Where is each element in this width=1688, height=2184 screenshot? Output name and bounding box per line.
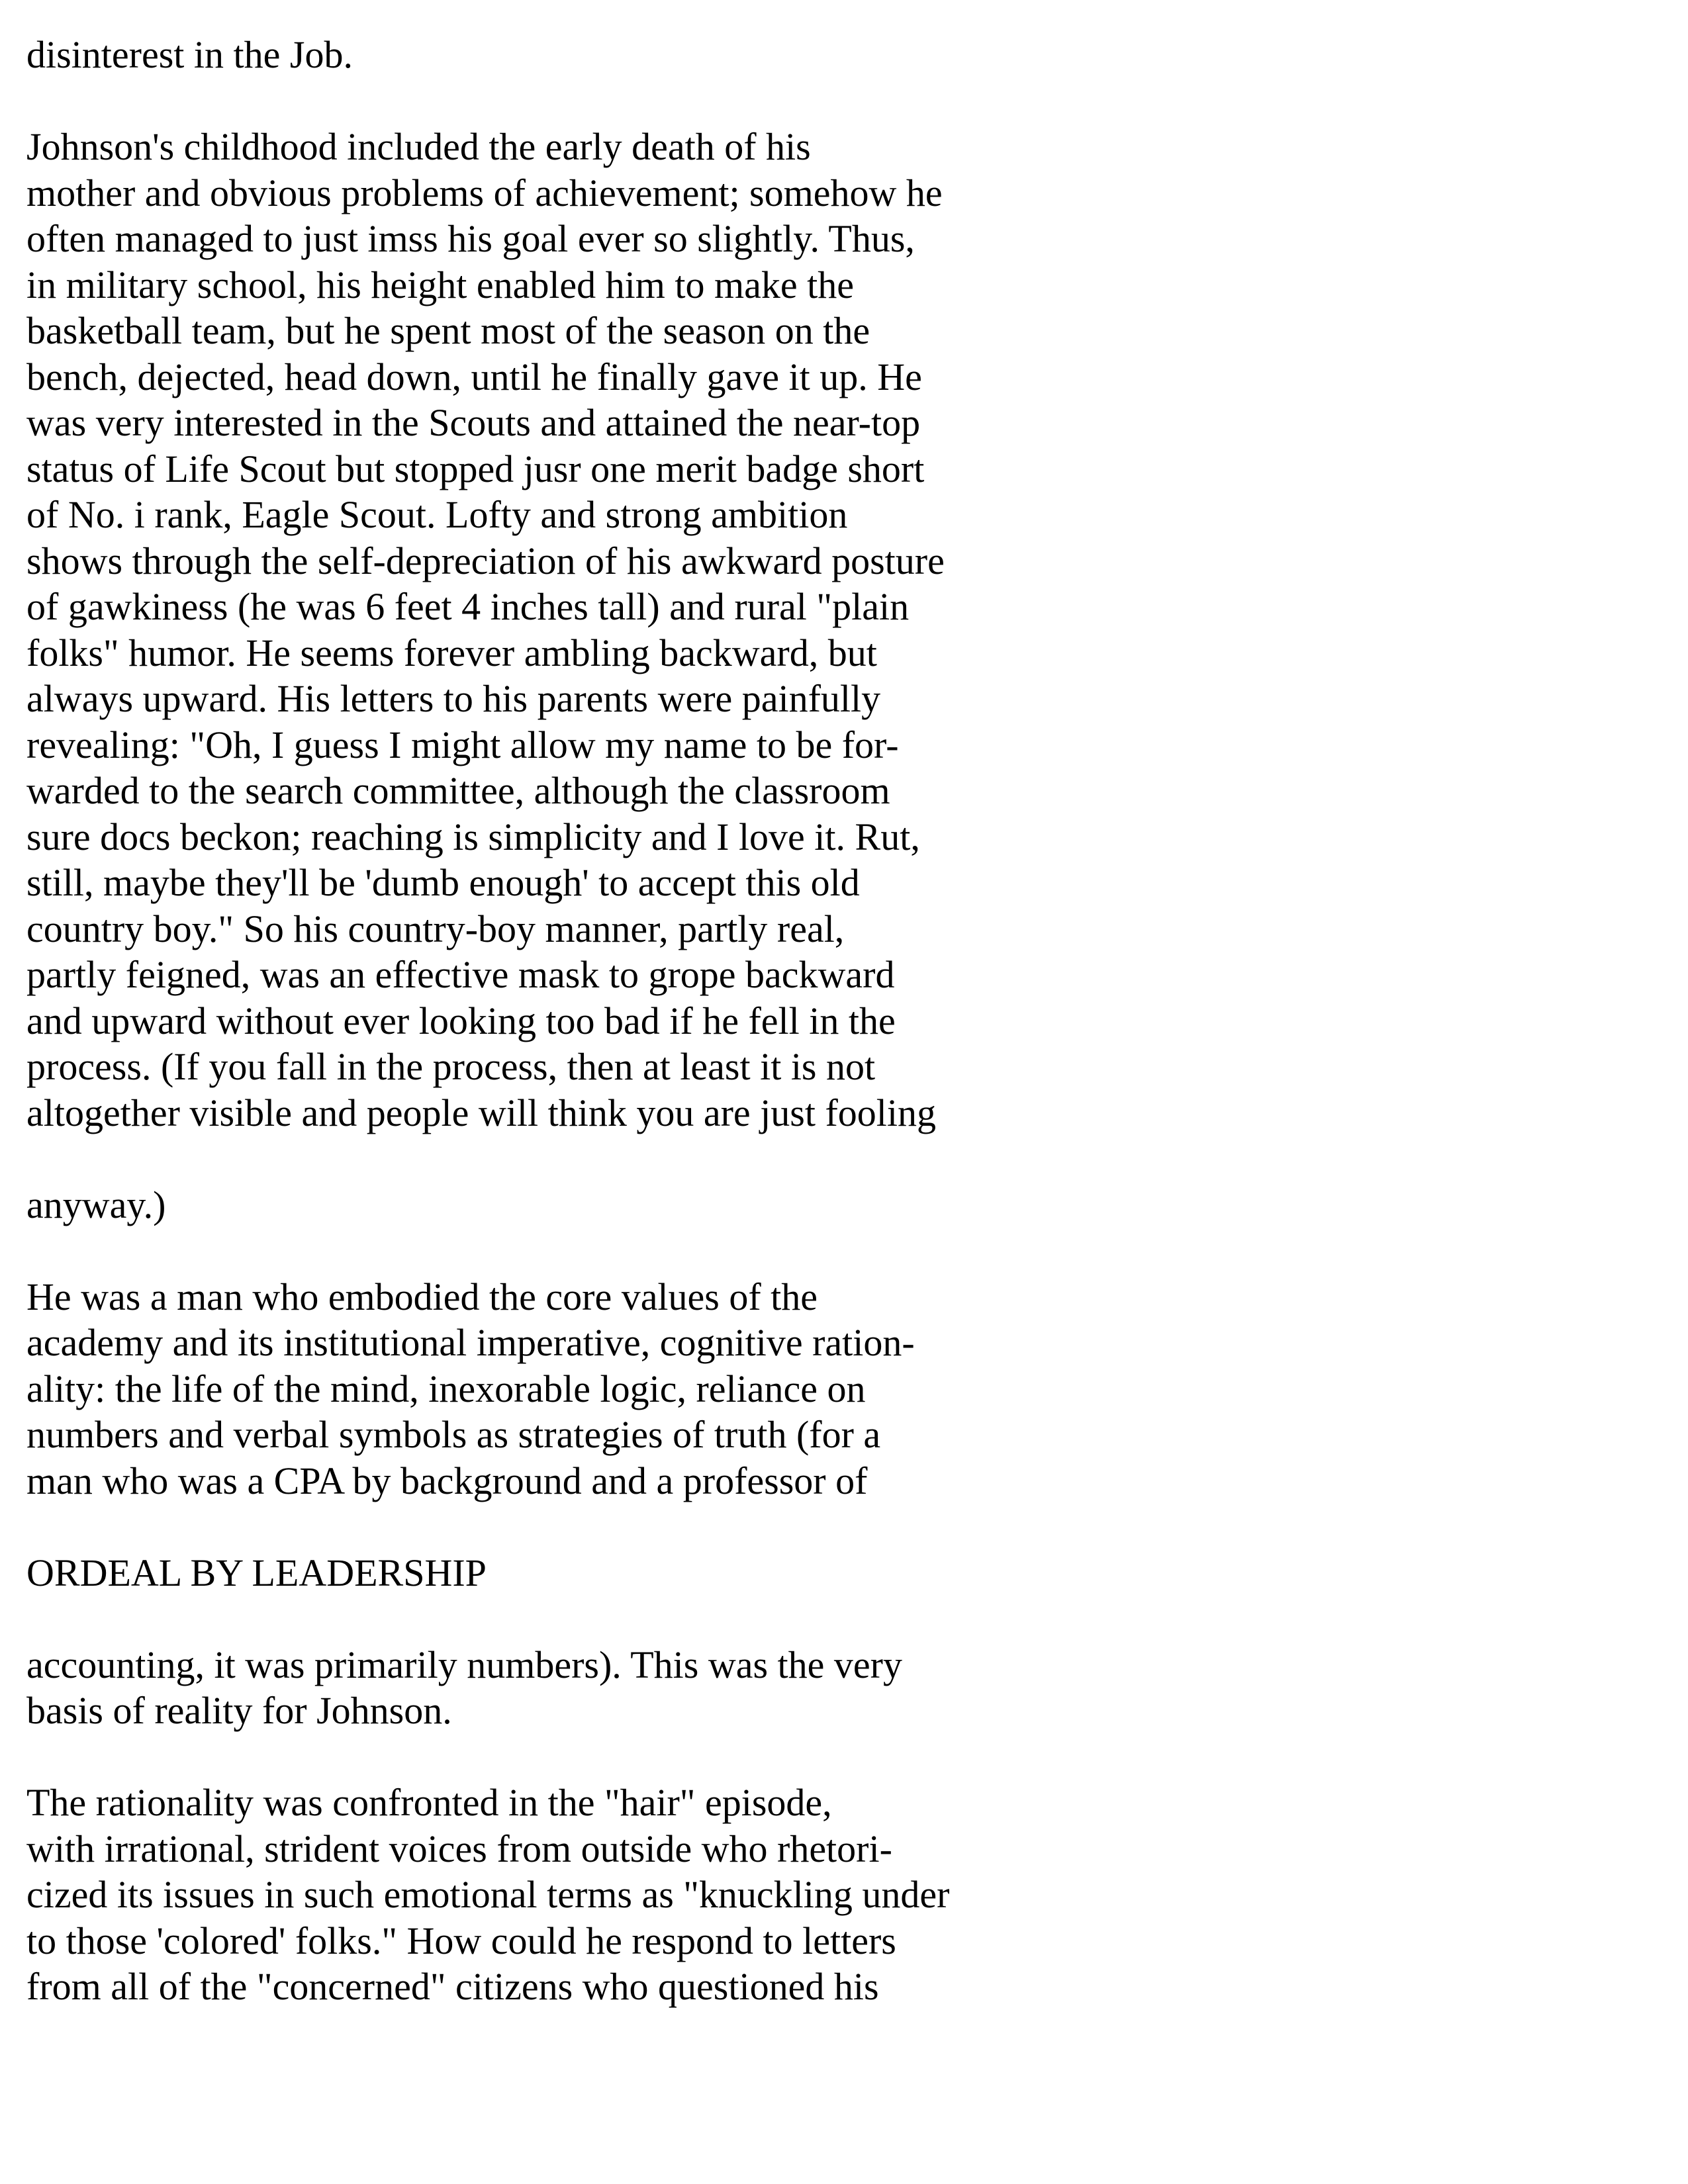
text-line: accounting, it was primarily numbers). This was the very: [26, 1643, 902, 1686]
running-head-text: ORDEAL BY LEADERSHIP: [26, 1551, 487, 1594]
text-line: He was a man who embodied the core values of the: [26, 1275, 818, 1318]
paragraph: [26, 32, 993, 78]
text-line: always upward. His letters to his parents were painfully: [26, 677, 881, 720]
text-line: sure docs beckon; reaching is simplicity and I love it. Rut,: [26, 815, 920, 858]
paragraph: [26, 1642, 993, 1734]
text-line: of gawkiness (he was 6 feet 4 inches tall) and rural "plain: [26, 585, 910, 628]
text-line: shows through the self-depreciation of his awkward posture: [26, 539, 945, 582]
text-line: basis of reality for Johnson.: [26, 1689, 452, 1732]
text-line: partly feigned, was an effective mask to grope backward: [26, 953, 895, 996]
text-column: [26, 32, 993, 2010]
text-line: man who was a CPA by background and a professor of: [26, 1459, 868, 1502]
text-line: still, maybe they'll be 'dumb enough' to accept this old: [26, 861, 860, 904]
paragraph-gap: [26, 1596, 993, 1642]
text-line: to those 'colored' folks." How could he respond to letters: [26, 1919, 896, 1962]
text-line: academy and its institutional imperative, cognitive ration-: [26, 1321, 915, 1364]
paragraph-gap: [26, 78, 993, 124]
text-line: of No. i rank, Eagle Scout. Lofty and strong ambition: [26, 493, 848, 536]
text-line: The rationality was confronted in the "hair" episode,: [26, 1781, 832, 1824]
text-line: often managed to just imss his goal ever so slightly. Thus,: [26, 217, 915, 260]
paragraph: [26, 1182, 993, 1228]
text-line: bench, dejected, head down, until he finally gave it up. He: [26, 355, 922, 398]
paragraph: [26, 124, 993, 1136]
text-line: with irrational, strident voices from outside who rhetori-: [26, 1827, 892, 1870]
text-line: disinterest in the Job.: [26, 33, 353, 76]
text-line: in military school, his height enabled him to make the: [26, 263, 854, 306]
paragraph: [26, 1274, 993, 1504]
text-line: warded to the search committee, although the classroom: [26, 769, 890, 812]
text-line: was very interested in the Scouts and attained the near-top: [26, 401, 921, 444]
text-line: revealing: "Oh, I guess I might allow my name to be for-: [26, 723, 899, 766]
text-line: ality: the life of the mind, inexorable logic, reliance on: [26, 1367, 866, 1410]
text-line: from all of the "concerned" citizens who questioned his: [26, 1965, 879, 2008]
text-line: mother and obvious problems of achievement; somehow he: [26, 171, 943, 214]
running-head: [26, 1550, 993, 1596]
paragraph-gap: [26, 1734, 993, 1780]
paragraph-gap: [26, 1504, 993, 1550]
text-line: Johnson's childhood included the early death of his: [26, 125, 811, 168]
paragraph-gap: [26, 1136, 993, 1182]
text-line: basketball team, but he spent most of the season on the: [26, 309, 870, 352]
text-line: numbers and verbal symbols as strategies of truth (for a: [26, 1413, 881, 1456]
text-line: country boy." So his country-boy manner, partly real,: [26, 907, 845, 950]
text-line: altogether visible and people will think you are just fooling: [26, 1091, 936, 1134]
text-line: status of Life Scout but stopped jusr one merit badge short: [26, 447, 925, 490]
paragraph: [26, 1780, 993, 2010]
text-line: process. (If you fall in the process, then at least it is not: [26, 1045, 876, 1088]
text-line: anyway.): [26, 1183, 166, 1226]
text-line: folks" humor. He seems forever ambling backward, but: [26, 631, 877, 674]
text-line: cized its issues in such emotional terms as "knuckling under: [26, 1873, 950, 1916]
text-line: and upward without ever looking too bad if he fell in the: [26, 999, 896, 1042]
paragraph-gap: [26, 1228, 993, 1274]
